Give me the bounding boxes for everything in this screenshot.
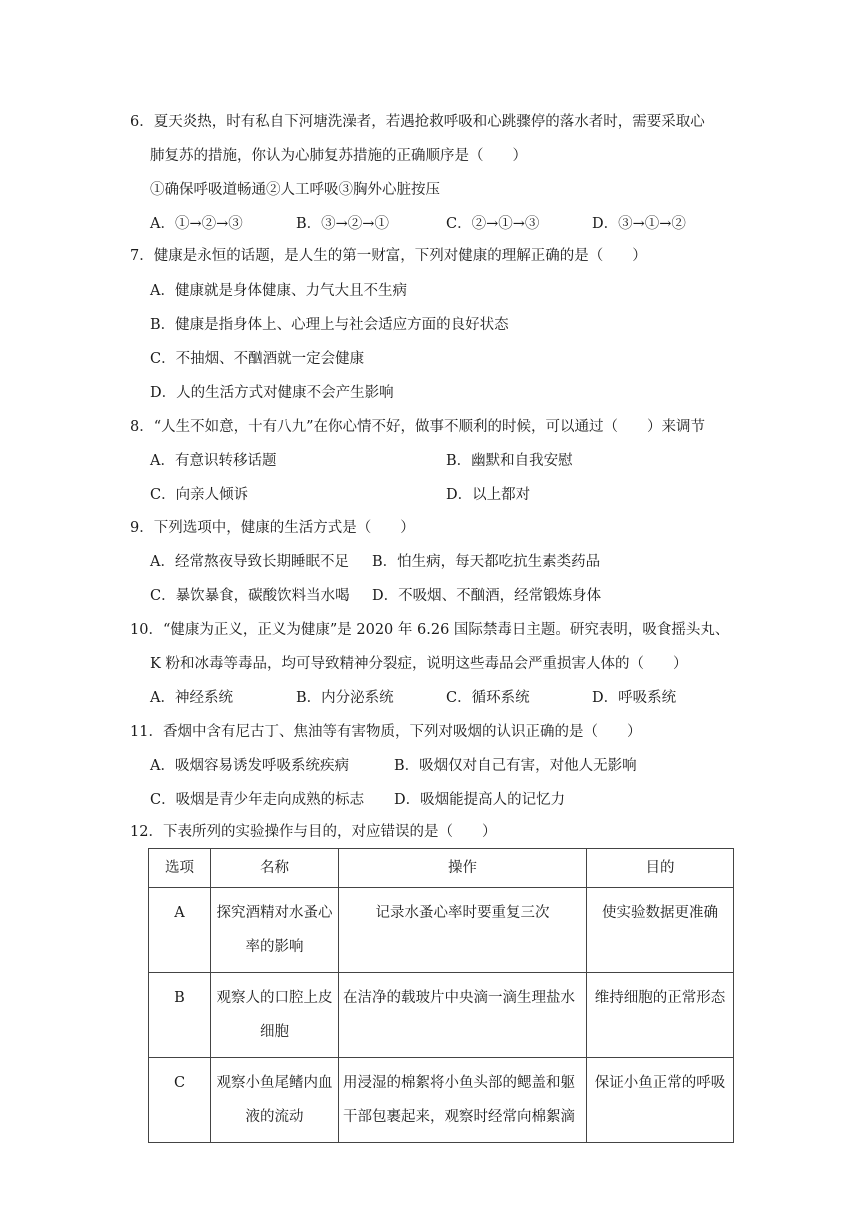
q10-option-c: C．循环系统 <box>446 690 530 706</box>
q10-stem-line2: K 粉和冰毒等毒品，均可导致精神分裂症，说明这些毒品会严重损害人体的（ ） <box>150 656 688 672</box>
q6-option-a: A．①→②→③ <box>150 216 243 232</box>
header-purpose: 目的 <box>587 849 734 888</box>
q11-option-d: D．吸烟能提高人的记忆力 <box>394 792 566 808</box>
q11-option-a: A．吸烟容易诱发呼吸系统疾病 <box>150 758 349 774</box>
q11-stem: 11．香烟中含有尼古丁、焦油等有害物质，下列对吸烟的认识正确的是（ ） <box>130 724 642 740</box>
table-row <box>149 1058 734 1143</box>
q10-option-b: B．内分泌系统 <box>296 690 394 706</box>
q9-stem: 9．下列选项中，健康的生活方式是（ ） <box>130 520 415 536</box>
row-a-purpose: 使实验数据更准确 <box>587 888 734 973</box>
q7-option-c: C．不抽烟、不酗酒就一定会健康 <box>150 351 365 367</box>
q6-option-c: C．②→①→③ <box>446 216 540 232</box>
q8-option-b: B．幽默和自我安慰 <box>446 453 573 469</box>
q6-option-d: D．③→①→② <box>592 216 686 232</box>
q10-option-a: A．神经系统 <box>150 690 233 706</box>
q11-option-c: C．吸烟是青少年走向成熟的标志 <box>150 792 365 808</box>
q8-option-a: A．有意识转移话题 <box>150 453 277 469</box>
q10-option-d: D．呼吸系统 <box>592 690 677 706</box>
row-c-name: 观察小鱼尾鳍内血液的流动 <box>211 1058 339 1143</box>
row-c-operation: 用浸湿的棉絮将小鱼头部的鳃盖和躯干部包裹起来，观察时经常向棉絮滴 <box>339 1058 587 1143</box>
row-b-option: B <box>149 973 211 1058</box>
q7-option-b: B．健康是指身体上、心理上与社会适应方面的良好状态 <box>150 317 509 333</box>
q6-note: ①确保呼吸道畅通②人工呼吸③胸外心脏按压 <box>150 182 440 198</box>
row-b-name: 观察人的口腔上皮细胞 <box>211 973 339 1058</box>
q10-stem-line1: 10．“健康为正义，正义为健康”是 2020 年 6.26 国际禁毒日主题。研究表明，吸食摇头丸、 <box>130 622 730 638</box>
q11-option-b: B．吸烟仅对自己有害，对他人无影响 <box>394 758 637 774</box>
q12-stem: 12．下表所列的实验操作与目的，对应错误的是（ ） <box>130 824 497 840</box>
q7-stem: 7．健康是永恒的话题，是人生的第一财富，下列对健康的理解正确的是（ ） <box>130 248 647 264</box>
q9-option-d: D．不吸烟、不酗酒，经常锻炼身体 <box>372 588 602 604</box>
table-row <box>149 973 734 1058</box>
q9-option-a: A．经常熬夜导致长期睡眠不足 <box>150 554 349 570</box>
q6-stem-line2: 肺复苏的措施，你认为心肺复苏措施的正确顺序是（ ） <box>150 148 527 164</box>
q6-stem-line1: 6．夏天炎热，时有私自下河塘洗澡者，若遇抢救呼吸和心跳骤停的落水者时，需要采取心 <box>130 114 705 130</box>
header-name: 名称 <box>211 849 339 888</box>
q7-option-a: A．健康就是身体健康、力气大且不生病 <box>150 283 407 299</box>
row-c-option: C <box>149 1058 211 1143</box>
q9-option-b: B．怕生病，每天都吃抗生素类药品 <box>372 554 601 570</box>
q8-stem: 8．“人生不如意，十有八九”在你心情不好，做事不顺利的时候，可以通过（ ）来调节 <box>130 419 706 435</box>
row-a-operation: 记录水蚤心率时要重复三次 <box>339 888 587 973</box>
table-header-row <box>149 849 734 888</box>
q6-option-b: B．③→②→① <box>296 216 389 232</box>
q7-option-d: D．人的生活方式对健康不会产生影响 <box>150 385 394 401</box>
row-c-purpose: 保证小鱼正常的呼吸 <box>587 1058 734 1143</box>
row-b-purpose: 维持细胞的正常形态 <box>587 973 734 1058</box>
row-b-operation: 在洁净的载玻片中央滴一滴生理盐水 <box>339 973 587 1058</box>
row-a-name: 探究酒精对水蚤心率的影响 <box>211 888 339 973</box>
q9-option-c: C．暴饮暴食，碳酸饮料当水喝 <box>150 588 350 604</box>
experiment-table <box>148 848 734 1143</box>
table-row <box>149 888 734 973</box>
header-operation: 操作 <box>339 849 587 888</box>
q8-option-c: C．向亲人倾诉 <box>150 487 249 503</box>
row-a-option: A <box>149 888 211 973</box>
q8-option-d: D．以上都对 <box>446 487 531 503</box>
header-option: 选项 <box>149 849 211 888</box>
